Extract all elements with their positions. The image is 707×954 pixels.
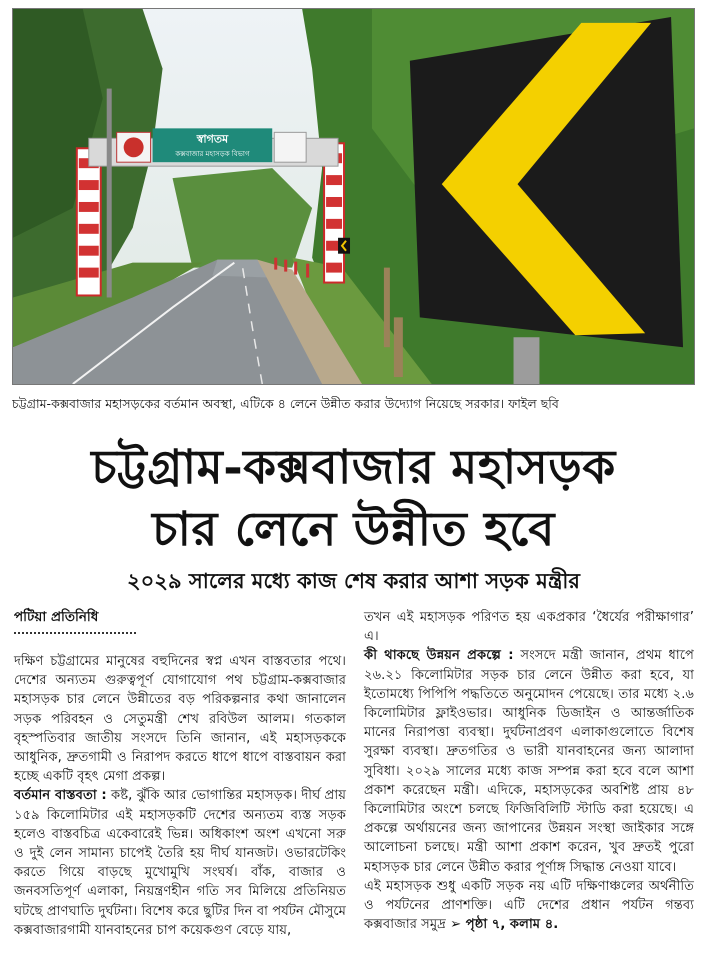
photo-caption: চট্টগ্রাম-কক্সবাজার মহাসড়কের বর্তমান অবস্থা, এটিকে ৪ লেনে উন্নীত করার উদ্যোগ নিয়েছে সরকার। ফাইল ছবি bbox=[12, 396, 559, 411]
paragraph-intro: দক্ষিণ চট্টগ্রামের মানুষের বহুদিনের স্বপ্ন এখন বাস্তবতার পথে। দেশের অন্যতম গুরুত্বপূর্ণ যোগাযোগ পথ চট্টগ্রাম-কক্সবাজার মহাসড়ক চার লেনে উন্নীতের বড় পরিকল্পনার কথা জানালেন সড়ক পরিবহন ও সেতুমন্ত্রী শেখ রবিউল আলম। গতকাল বৃহস্পতিবার জাতীয় সংসদে তিনি জানান, এই মহাসড়ককে আধুনিক, দ্রুতগামী ও নিরাপদ করতে ধাপে ধাপে বাস্তবায়ন করা হচ্ছে একটি বৃহৎ মেগা প্রকল্প। bbox=[14, 654, 346, 785]
road-photo-illustration bbox=[13, 9, 694, 384]
subheadline: ২০২৯ সালের মধ্যে কাজ শেষ করার আশা সড়ক মন্ত্রীর bbox=[127, 568, 580, 593]
article-column-right bbox=[364, 608, 694, 934]
paragraph-closing-body: এই মহাসড়ক শুধু একটি সড়ক নয় এটি দক্ষিণাঞ্চলের অর্থনীতি ও পর্যটনের প্রাণশক্তি। এটি দেশের প্রধান পর্যটন গন্তব্য কক্সবাজার সমুদ্র bbox=[364, 878, 694, 933]
paragraph-current-situation bbox=[14, 786, 346, 940]
gate-sign-text: স্বাগতম bbox=[196, 132, 229, 146]
continued-jump-link[interactable]: ➢ পৃষ্ঠা ৭, কলাম ৪. bbox=[450, 917, 559, 933]
section-lead-project-details: কী থাকছে উন্নয়ন প্রকল্পে : bbox=[364, 648, 514, 664]
paragraph-current-situation-body: কষ্ট, ঝুঁকি আর ভোগান্তির মহাসড়ক। দীর্ঘ প্রায় ১৫৯ কিলোমিটার এই মহাসড়কটি দেশের অন্যতম ব্যস্ত সড়ক হলেও বাস্তবচিত্র একেবারেই ভিন্ন। অধিকাংশ অংশ এখনো সরু ও দুই লেন সামান্য চাপেই তৈরি হয় দীর্ঘ যানজট। ওভারটেকিং করতে গিয়ে বাড়ছে মুখোমুখি সংঘর্ষ। বাঁক, বাজার ও জনবসতিপূর্ণ এলাকা, নিয়ন্ত্রণহীন গতি সব মিলিয়ে প্রতিনিয়ত ঘটছে প্রাণঘাতি দুর্ঘটনা। বিশেষ করে ছুটির দিন বা পর্যটন মৌসুমে কক্সবাজারগামী যানবাহনের চাপ কয়েকগুণ বেড়ে যায়, bbox=[14, 788, 346, 938]
gate-sign-subtext: কক্সবাজার মহাসড়ক বিভাগ bbox=[175, 150, 250, 159]
headline-line-2: চার লেনে উন্নীত হবে bbox=[152, 502, 555, 557]
paragraph-project-details-body: সংসদে মন্ত্রী জানান, প্রথম ধাপে ২৬.২১ কিলোমিটার সড়ক চার লেনে উন্নীত করা হবে, যা ইতোমধ্যে পিপিপি পদ্ধতিতে অনুমোদন পেয়েছে। তার মধ্যে ২.৬ কিলোমিটার ফ্লাইওভার। আধুনিক ডিজাইন ও আন্তর্জাতিক মানের নিরাপত্তা ব্যবস্থা। দুর্ঘটনাপ্রবণ এলাকাগুলোতে বিশেষ সুরক্ষা ব্যবস্থা। দ্রুতগতির ও ভারী যানবাহনের জন্য আলাদা সুবিধা। ২০২৯ সালের মধ্যে কাজ সম্পন্ন করা হবে বলে আশা প্রকাশ করেছেন মন্ত্রী। এদিকে, মহাসড়কের অবশিষ্ট প্রায় ৪৮ কিলোমিটার অংশে চলছে ফিজিবিলিটি স্টাডি করা হয়েছে। এ প্রকল্পে অর্থায়নের জন্য জাপানের উন্নয়ন সংস্থা জাইকার সঙ্গে আলোচনা চলছে। মন্ত্রী আশা প্রকাশ করেন, খুব দ্রুতই পুরো মহাসড়ক চার লেনে উন্নীত করার পূর্ণাঙ্গ সিদ্ধান্ত নেওয়া যাবে। bbox=[364, 648, 694, 875]
paragraph-continuation: তখন এই মহাসড়ক পরিণত হয় একপ্রকার ‘ধৈর্যের পরীক্ষাগার’ এ। bbox=[364, 610, 694, 645]
byline-divider bbox=[14, 626, 136, 634]
section-lead-current-situation: বর্তমান বাস্তবতা : bbox=[14, 788, 107, 804]
paragraph-closing bbox=[364, 877, 694, 935]
article-column-left bbox=[14, 608, 346, 940]
byline: পটিয়া প্রতিনিধি bbox=[14, 609, 99, 625]
headline bbox=[0, 438, 707, 562]
paragraph-project-details bbox=[364, 646, 694, 876]
road-photo bbox=[12, 8, 695, 385]
headline-line-1: চট্টগ্রাম-কক্সবাজার মহাসড়ক bbox=[91, 440, 616, 495]
